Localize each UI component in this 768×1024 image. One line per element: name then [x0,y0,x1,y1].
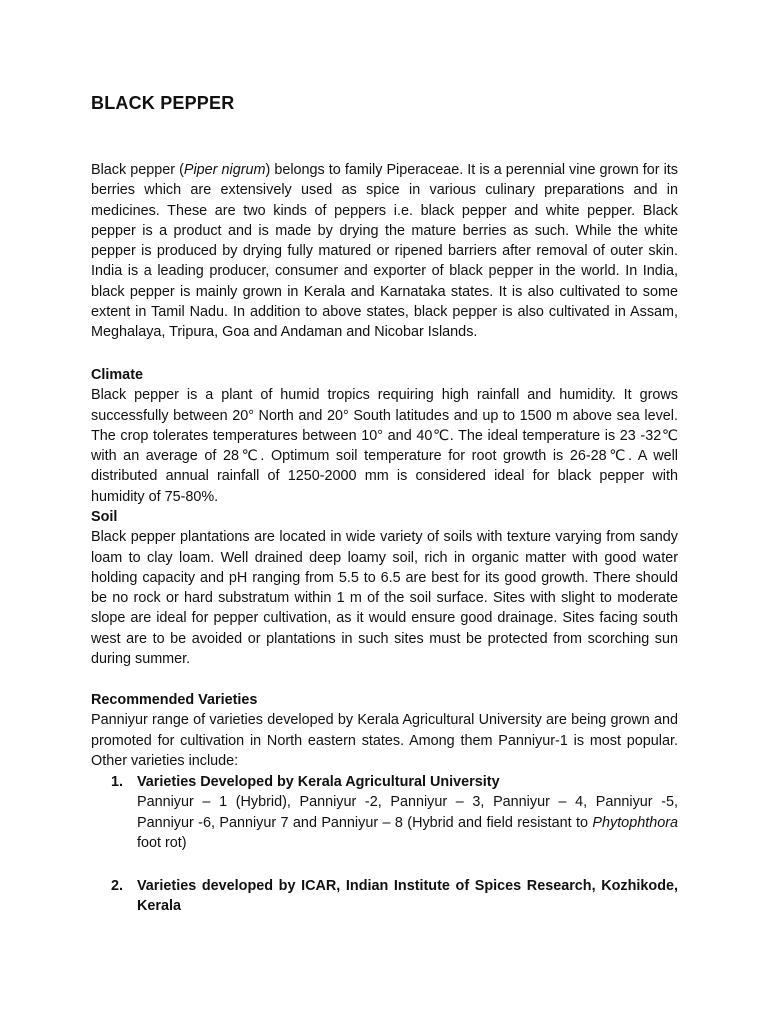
intro-text-start: Black pepper ( [91,162,184,178]
climate-heading: Climate [91,367,143,383]
list-item-text-end: foot rot) [137,834,187,851]
list-item-number: 1. [111,774,124,790]
intro-paragraph [91,160,678,343]
list-item-italic: Phytophthora [592,814,678,831]
intro-scientific-name: Piper nigrum [183,162,266,178]
list-item-number: 2. [111,878,124,894]
list-item-text: Panniyur – 1 (Hybrid), Panniyur -2, Panniyur – 3, Panniyur – 4, Panniyur -5, Panniyur -6, Panniyur 7 and Panniyur – 8 (Hybrid and field resistant to [137,794,678,831]
document-title: BLACK PEPPER [91,93,235,113]
soil-text: Black pepper plantations are located in wide variety of soils with texture varying from sandy loam to clay loam. Well drained deep loamy soil, rich in organic matter with good water holding capacity and pH ranging from 5.5 to 6.5 are best for its good growth. There should be no rock or hard substratum within 1 m of the soil surface. Sites with slight to moderate slope are ideal for pepper cultivation, as it would ensure good drainage. Sites facing south west are to be avoided or plantations in such sites must be protected from scorching sun during summer. [91,529,678,668]
list-item [111,772,678,853]
varieties-section [91,690,678,771]
soil-heading: Soil [91,509,118,525]
climate-section [91,365,678,507]
varieties-heading: Recommended Varieties [91,692,258,708]
list-item-title: Varieties Developed by Kerala Agricultural University [137,774,500,790]
soil-section [91,507,678,669]
varieties-text: Panniyur range of varieties developed by Kerala Agricultural University are being grown and promoted for cultivation in North eastern states. Among them Panniyur-1 is most popular. Other varieties include: [91,712,678,769]
climate-text: Black pepper is a plant of humid tropics requiring high rainfall and humidity. It grows successfully between 20° North and 20° South latitudes and up to 1500 m above sea level. The crop tolerates temperatures between 10° and 40℃. The ideal temperature is 23 -32℃ with an average of 28℃. Optimum soil temperature for root growth is 26-28℃. A well distributed annual rainfall of 1250-2000 mm is considered ideal for black pepper with humidity of 75-80%. [91,387,678,505]
intro-text-rest: ) belongs to family Piperaceae. It is a perennial vine grown for its berries which are extensively used as spice in various culinary preparations and in medicines. These are two kinds of peppers i.e. black pepper and white pepper. Black pepper is a product and is made by drying the mature berries as such. While the white pepper is produced by drying fully matured or ripened barriers after removal of outer skin. India is a leading producer, consumer and exporter of black pepper in the world. In India, black pepper is mainly grown in Kerala and Karnataka states. It is also cultivated to some extent in Tamil Nadu. In addition to above states, black pepper is also cultivated in Assam, Meghalaya, Tripura, Goa and Andaman and Nicobar Islands. [91,162,678,341]
list-item-title: Varieties developed by ICAR, Indian Institute of Spices Research, Kozhikode, Kerala [137,878,678,915]
list-item [111,876,678,917]
